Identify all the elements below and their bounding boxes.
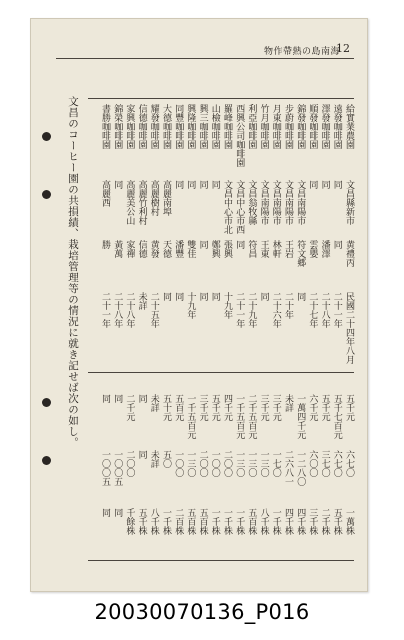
table-cell-owner: 家禪 xyxy=(124,240,135,258)
table-cell-area: 六七〇 xyxy=(344,450,354,477)
table-cell-name: 澤發咖啡園 xyxy=(319,104,330,149)
table-cell-name: 同豐咖啡園 xyxy=(173,104,184,149)
table-cell-start: 民國二十四年八月 xyxy=(344,292,354,364)
table-cell-address: 同 xyxy=(173,180,184,189)
table-cell-name: 山檢咖啡園 xyxy=(209,104,220,149)
table-cell-address: 高麗西 xyxy=(100,180,110,207)
table-cell-start: 二十八年 xyxy=(319,292,330,328)
table-cell-area: 一三〇 xyxy=(185,450,196,477)
table-cell-owner: 雲嬰 xyxy=(307,240,318,258)
table-cell-owner: 勝 xyxy=(100,240,110,249)
table-cell-start: 同 xyxy=(197,292,208,301)
table-cell-address: 同 xyxy=(319,180,330,189)
table-cell-start: 同 xyxy=(161,292,171,301)
table-cell-trees: 五百株 xyxy=(246,508,257,535)
table-cell-cost: 未詳 xyxy=(148,394,159,412)
table-cell-cost: 一千五百元 xyxy=(185,394,196,439)
table-cell-name: 書勝咖啡園 xyxy=(100,104,110,149)
table-cell-area: 同 xyxy=(136,450,147,459)
table-cell-owner: 潘澤 xyxy=(319,240,330,258)
table-cell-address: 高麗竹利村 xyxy=(136,180,147,225)
table-cell-cost: 三千元 xyxy=(197,394,208,421)
table-cell-area: 五〇 xyxy=(161,450,171,468)
table-cell-cost: 一千五百元 xyxy=(234,394,245,439)
table-divider-rule xyxy=(88,372,354,373)
table-cell-address: 文昌南陽市 xyxy=(258,180,269,225)
table-cell-owner: 同 xyxy=(197,240,208,249)
table-cell-start: 同 xyxy=(173,292,184,301)
table-cell-area: 二〇〇 xyxy=(197,450,208,477)
table-cell-area: 六七〇 xyxy=(331,450,342,477)
table-cell-trees: 一萬株 xyxy=(344,508,354,535)
table-cell-owner: 黄禮丙 xyxy=(344,240,354,267)
table-cell-owner: 符昌 xyxy=(246,240,257,258)
table-cell-name: 西興公司咖啡園 xyxy=(234,104,245,167)
table-cell-area: 一〇〇五 xyxy=(100,450,110,486)
page-number: 12 xyxy=(336,42,350,55)
table-cell-trees: 三千株 xyxy=(307,508,318,535)
table-cell-name: 竹月咖啡園 xyxy=(258,104,269,149)
table-cell-address: 高麗美公山 xyxy=(124,180,135,225)
binding-hole xyxy=(42,456,51,465)
header-rule xyxy=(56,58,354,59)
table-cell-address: 同 xyxy=(331,180,342,189)
table-cell-address: 高麗南埠 xyxy=(161,180,171,216)
table-cell-area: 六〇〇 xyxy=(307,450,318,477)
table-cell-name: 羅峰咖啡園 xyxy=(222,104,232,149)
table-cell-owner: 張興 xyxy=(222,240,232,258)
table-cell-area: 一二八〇 xyxy=(295,450,306,486)
table-cell-cost: 二千五百元 xyxy=(246,394,257,439)
table-cell-cost: 未詳 xyxy=(283,394,293,412)
table-cell-name: 利亞咖啡園 xyxy=(246,104,257,149)
table-cell-start: 同 xyxy=(258,292,269,301)
table-cell-owner: 王東 xyxy=(258,240,269,258)
table-cell-address: 同 xyxy=(197,180,208,189)
table-cell-address: 文昌南陽市 xyxy=(270,180,281,225)
table-cell-area: 一三〇 xyxy=(234,450,245,477)
table-cell-trees: 一千株 xyxy=(234,508,245,535)
table-cell-owner: 信德 xyxy=(136,240,147,258)
table-cell-trees: 千餘株 xyxy=(124,508,135,535)
table-cell-cost: 同 xyxy=(136,394,147,403)
table-cell-name: 信德咖啡園 xyxy=(136,104,147,149)
table-cell-address: 文昌中心市西 xyxy=(234,180,245,234)
table-cell-trees: 二千株 xyxy=(319,508,330,535)
table-cell-trees: 一千株 xyxy=(270,508,281,535)
table-cell-trees: 五百株 xyxy=(185,508,196,535)
table-cell-address: 同 xyxy=(307,180,318,189)
table-cell-owner: 黃萬 xyxy=(112,240,123,258)
table-cell-trees: 一千株 xyxy=(209,508,220,535)
table-cell-area: 一三〇 xyxy=(246,450,257,477)
table-cell-area: 一七〇 xyxy=(270,450,281,477)
image-caption: 20030070136_P016 xyxy=(94,600,310,624)
table-cell-owner: 同 xyxy=(234,240,245,249)
table-cell-name: 興三咖啡園 xyxy=(197,104,208,149)
table-cell-owner: 黄發 xyxy=(148,240,159,258)
table-cell-name: 順發咖啡園 xyxy=(307,104,318,149)
table-cell-area: 一〇〇五 xyxy=(112,450,123,486)
table-cell-address: 文昌南陽市 xyxy=(283,180,293,225)
table-cell-name: 遠發咖啡園 xyxy=(331,104,342,149)
table-cell-cost: 五十元 xyxy=(161,394,171,421)
table-cell-start: 二十一年 xyxy=(234,292,245,328)
table-cell-start: 二十一年 xyxy=(100,292,110,328)
table-cell-start: 十九年 xyxy=(222,292,232,319)
table-cell-start: 未詳 xyxy=(136,292,147,310)
table-cell-name: 月東咖啡園 xyxy=(270,104,281,149)
table-cell-name: 錦發咖啡園 xyxy=(295,104,306,149)
table-cell-start: 二十九年 xyxy=(246,292,257,328)
table-cell-owner: 天德 xyxy=(161,240,171,258)
table-cell-trees: 二百株 xyxy=(173,508,184,535)
table-cell-start: 二十五年 xyxy=(148,292,159,328)
table-cell-address: 文昌南陽市 xyxy=(295,180,306,225)
table-cell-trees: 四千株 xyxy=(283,508,293,535)
table-cell-owner: 鄭興 xyxy=(209,240,220,258)
table-cell-start: 二十八年 xyxy=(112,292,123,328)
table-cell-start: 二十八年 xyxy=(124,292,135,328)
table-cell-address: 文昌翁牧縣 xyxy=(246,180,257,225)
table-cell-trees: 一千株 xyxy=(161,508,171,535)
table-cell-trees: 八千株 xyxy=(258,508,269,535)
table-cell-trees: 同 xyxy=(112,508,123,517)
table-cell-name: 耀發咖啡園 xyxy=(148,104,159,149)
table-cell-trees: 五千株 xyxy=(136,508,147,535)
table-cell-cost: 六千元 xyxy=(307,394,318,421)
table-cell-name: 興隆咖啡園 xyxy=(185,104,196,149)
table-cell-name: 大德咖啡園 xyxy=(161,104,171,149)
table-cell-name: 步蔚咖啡園 xyxy=(283,104,293,149)
table-cell-owner: 王岩 xyxy=(283,240,293,258)
binding-hole xyxy=(42,190,51,199)
binding-hole xyxy=(42,132,51,141)
table-cell-area: 一〇〇 xyxy=(209,450,220,477)
table-cell-cost: 三千元 xyxy=(270,394,281,421)
table-cell-name: 錦榮咖啡園 xyxy=(112,104,123,149)
table-cell-address: 同 xyxy=(209,180,220,189)
table-cell-start: 二十六年 xyxy=(270,292,281,328)
table-cell-area: 三七〇 xyxy=(319,450,330,477)
table-cell-address: 文昌中心市北 xyxy=(222,180,232,234)
table-cell-trees: 一千株 xyxy=(222,508,232,535)
table-cell-cost: 五千七百元 xyxy=(331,394,342,439)
table-cell-owner: 林軒 xyxy=(270,240,281,258)
binding-hole xyxy=(42,398,51,407)
table-cell-cost: 同 xyxy=(100,394,110,403)
note-text: 文昌のコーヒー園の共損績、栽培管理等の情況に就き記せば次の如し。 xyxy=(67,96,79,448)
table-cell-area: 二六八一 xyxy=(283,450,293,486)
table-cell-cost: 一萬四千元 xyxy=(295,394,306,439)
table-cell-area: 二〇〇 xyxy=(222,450,232,477)
table-cell-start: 二十一年 xyxy=(331,292,342,328)
table-top-rule xyxy=(88,98,354,99)
table-cell-cost: 五千元 xyxy=(319,394,330,421)
table-cell-cost: 五千元 xyxy=(344,394,354,421)
table-bottom-rule xyxy=(88,560,354,561)
table-cell-cost: 同 xyxy=(112,394,123,403)
table-cell-name: 給實業農園 xyxy=(344,104,354,149)
table-cell-cost: 五千元 xyxy=(209,394,220,421)
table-cell-address: 同 xyxy=(112,180,123,189)
table-cell-trees: 八千株 xyxy=(148,508,159,535)
table-cell-start: 二十七年 xyxy=(307,292,318,328)
table-cell-start: 同 xyxy=(209,292,220,301)
table-cell-area: 一三〇 xyxy=(258,450,269,477)
table-cell-address: 同 xyxy=(185,180,196,189)
table-cell-owner: 符文郷 xyxy=(295,240,306,267)
table-cell-address: 文昌縣新市 xyxy=(344,180,354,225)
table-cell-trees: 四千株 xyxy=(295,508,306,535)
table-cell-owner: 雙佳 xyxy=(185,240,196,258)
table-cell-name: 家興咖啡園 xyxy=(124,104,135,149)
table-cell-cost: 四千元 xyxy=(222,394,232,421)
table-cell-cost: 五百元 xyxy=(173,394,184,421)
table-cell-owner: 同 xyxy=(331,240,342,249)
table-cell-area: 一〇〇 xyxy=(173,450,184,477)
table-cell-start: 十九年 xyxy=(185,292,196,319)
table-cell-start: 同 xyxy=(295,292,306,301)
table-cell-area: 未詳 xyxy=(148,450,159,468)
table-cell-address: 高麗樹村 xyxy=(148,180,159,216)
table-cell-trees: 五百株 xyxy=(197,508,208,535)
table-cell-trees: 五千株 xyxy=(331,508,342,535)
table-cell-start: 二十年 xyxy=(283,292,293,319)
table-cell-area: 二〇〇 xyxy=(124,450,135,477)
table-cell-trees: 同 xyxy=(100,508,110,517)
table-cell-owner: 潘豐 xyxy=(173,240,184,258)
table-cell-cost: 二千元 xyxy=(124,394,135,421)
table-cell-cost: 三千元 xyxy=(258,394,269,421)
running-header: 物作帶熱の島南海 xyxy=(264,47,341,57)
